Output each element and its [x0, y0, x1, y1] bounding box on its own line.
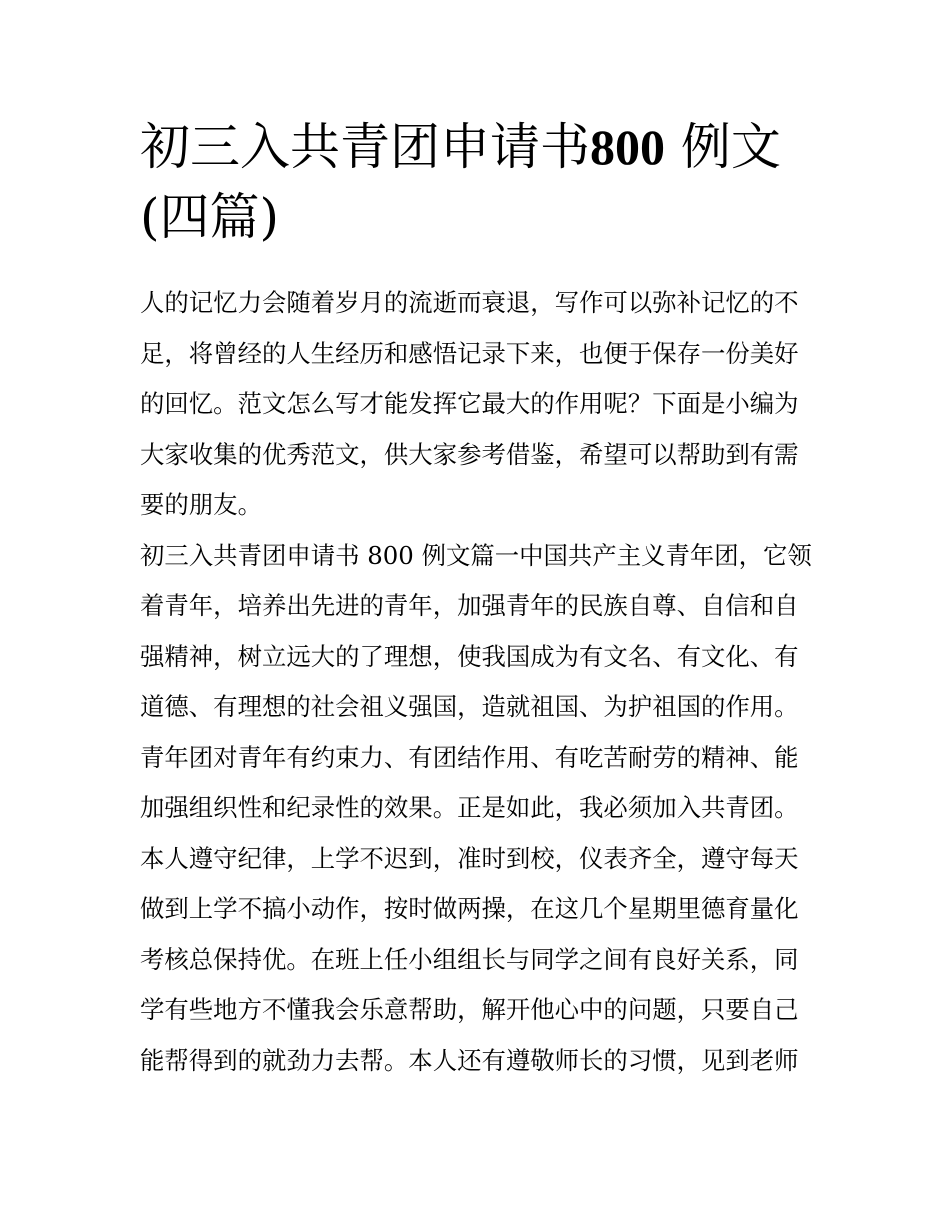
document-body [140, 278, 812, 1086]
body-line: 要的朋友。 [140, 490, 262, 519]
body-line: 学有些地方不懂我会乐意帮助，解开他心中的问题，只要自己 [140, 995, 799, 1024]
title-line-1 [140, 112, 812, 182]
body-line: 考核总保持优。在班上任小组组长与同学之间有良好关系，同 [140, 944, 799, 974]
document-title [140, 112, 812, 252]
body-line: 能帮得到的就劲力去帮。本人还有遵敬师长的习惯，见到老师 [140, 1045, 799, 1075]
body-line: 道德、有理想的社会祖义强国，造就祖国、为护祖国的作用。 [140, 692, 799, 721]
title-text-end: 例文 [680, 118, 781, 176]
title-number: 800 [590, 119, 665, 175]
body-line: 做到上学不搞小动作，按时做两操，在这几个星期里德育量化 [140, 894, 799, 923]
title-text-start: 初三入共青团申请书 [140, 118, 590, 176]
title-line-2: (四篇) [140, 188, 280, 246]
body-line: 初三入共青团申请书 800 例文篇一中国共产主义青年团，它领 [140, 540, 812, 570]
body-line: 足，将曾经的人生经历和感悟记录下来，也便于保存一份美好 [140, 338, 799, 368]
body-line: 人的记忆力会随着岁月的流逝而衰退，写作可以弥补记忆的不 [140, 288, 799, 317]
body-line: 强精神，树立远大的了理想，使我国成为有文名、有文化、有 [140, 641, 799, 671]
body-line: 本人遵守纪律，上学不迟到，准时到校，仪表齐全，遵守每天 [140, 843, 799, 873]
body-line: 大家收集的优秀范文，供大家参考借鉴，希望可以帮助到有需 [140, 439, 799, 469]
body-line: 青年团对青年有约束力、有团结作用、有吃苦耐劳的精神、能 [140, 742, 799, 772]
document-content [140, 112, 812, 1086]
body-line: 着青年，培养出先进的青年，加强青年的民族自尊、自信和自 [140, 591, 799, 620]
body-line: 的回忆。范文怎么写才能发挥它最大的作用呢？下面是小编为 [140, 389, 799, 418]
body-line: 加强组织性和纪录性的效果。正是如此，我必须加入共青团。 [140, 793, 799, 822]
